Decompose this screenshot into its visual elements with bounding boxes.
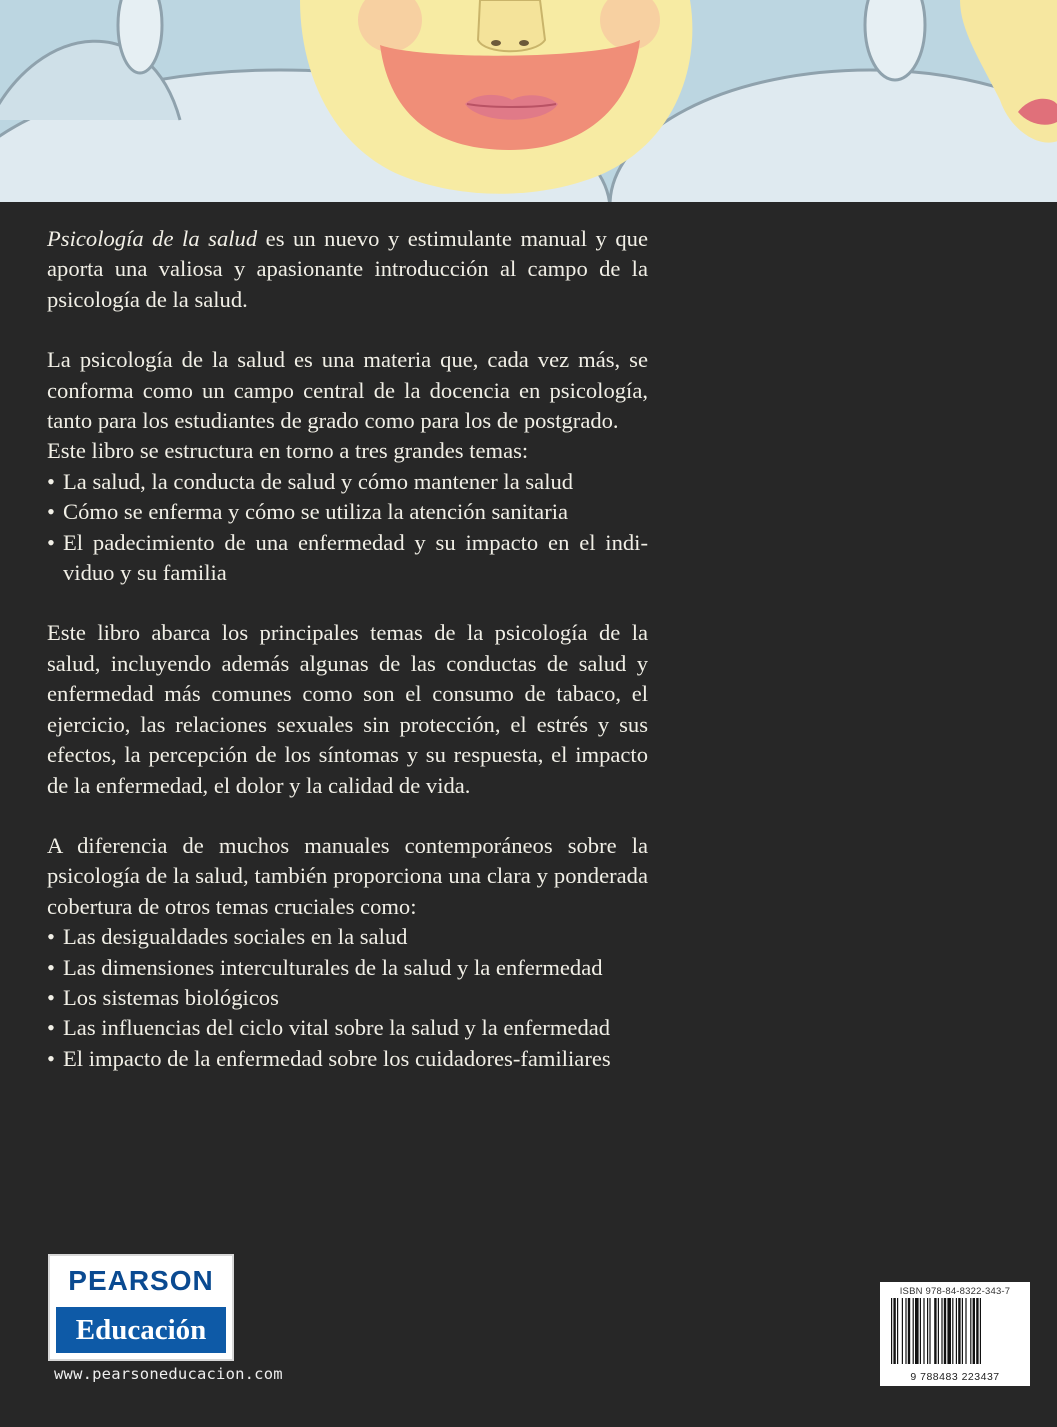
crucial-topics-list [47,922,648,1074]
pearson-logo [48,1254,234,1361]
barcode-bar [958,1298,960,1364]
paragraph-abarca: Este libro abarca los principales temas de la psicología de la salud, incluyendo además algunas de las conductas de salud y enfermedad más comunes como son el consumo de tabaco, el ejercicio, las relaciones sexuales sin protección, el estrés y sus efectos, la percepción de los síntomas y su respuesta, el impacto de la enfermedad, el dolor y la calidad de vida. [47,620,648,798]
barcode-bar [947,1298,951,1364]
pearson-logo-wordmark: PEARSON [68,1264,214,1296]
cartoon-faces-illustration [0,0,1057,202]
barcode-bar [905,1298,906,1364]
list-item: • El impacto de la enfermedad sobre los cuidadores-familiares [47,1044,648,1074]
paragraph-diferencia: A diferencia de muchos manuales contemporáneos sobre la psicología de la salud, también proporciona una clara y ponderada cobertura de otros temas cruciales como: [47,832,648,919]
barcode-bar [965,1298,966,1364]
publisher-website: www.pearsoneducacion.com [54,1365,283,1383]
barcode-bar [970,1298,971,1364]
barcode-bar [938,1298,939,1364]
barcode-bar [902,1298,903,1364]
book-title-italic: Psicología de la salud [47,226,258,251]
paragraph-materia: La psicología de la salud es una materia que, cada vez más, se conforma como un campo central de la docencia en psicología, tanto para los estudiantes de grado como para los de postgrado. [47,347,648,434]
barcode-bar [952,1298,953,1364]
barcode-bar [927,1298,928,1364]
barcode-bar [944,1298,946,1364]
barcode-bar [929,1298,930,1364]
barcode-icon [891,1298,1019,1364]
intro-paragraph-text: es un nuevo y estimulante manual y que aporta una valiosa y apasionante introducción al campo de la psicología de la salud. [47,226,648,312]
barcode-bar [956,1298,957,1364]
barcode-bar [897,1298,898,1364]
list-item: • El padecimiento de una enfermedad y su impacto en el individuo y su familia [47,528,648,589]
barcode-bar [913,1298,914,1364]
barcode-bar [920,1298,921,1364]
barcode-bar [976,1298,978,1364]
list-item: • Cómo se enferma y cómo se utiliza la atención sanitaria [47,497,648,527]
back-cover-text [47,224,648,1074]
barcode-bar [893,1298,895,1364]
topics-list [47,467,648,589]
paragraph-estructura: Este libro se estructura en torno a tres grandes temas: [47,438,529,464]
pearson-logo-educacion: Educación [56,1307,226,1353]
list-item: • Los sistemas biológicos [47,983,648,1013]
barcode-digits: 9 788483 223437 [910,1371,1000,1383]
isbn-label: ISBN 978-84-8322-343-7 [899,1286,1011,1297]
list-item: • Las desigualdades sociales en la salud [47,922,648,952]
barcode-bar [908,1298,910,1364]
barcode-bar [934,1298,936,1364]
barcode-bar [962,1298,963,1364]
barcode-bar [980,1298,981,1364]
isbn-barcode [880,1282,1030,1386]
list-item: • La salud, la conducta de salud y cómo mantener la salud [47,467,648,497]
intro-paragraph [47,224,648,315]
list-item: • Las dimensiones interculturales de la salud y la enfermedad [47,953,648,983]
barcode-bar [941,1298,942,1364]
barcode-bar [973,1298,975,1364]
barcode-bar [891,1298,892,1364]
barcode-bar [915,1298,919,1364]
list-item: • Las influencias del ciclo vital sobre la salud y la enfermedad [47,1013,648,1043]
barcode-bar [923,1298,924,1364]
